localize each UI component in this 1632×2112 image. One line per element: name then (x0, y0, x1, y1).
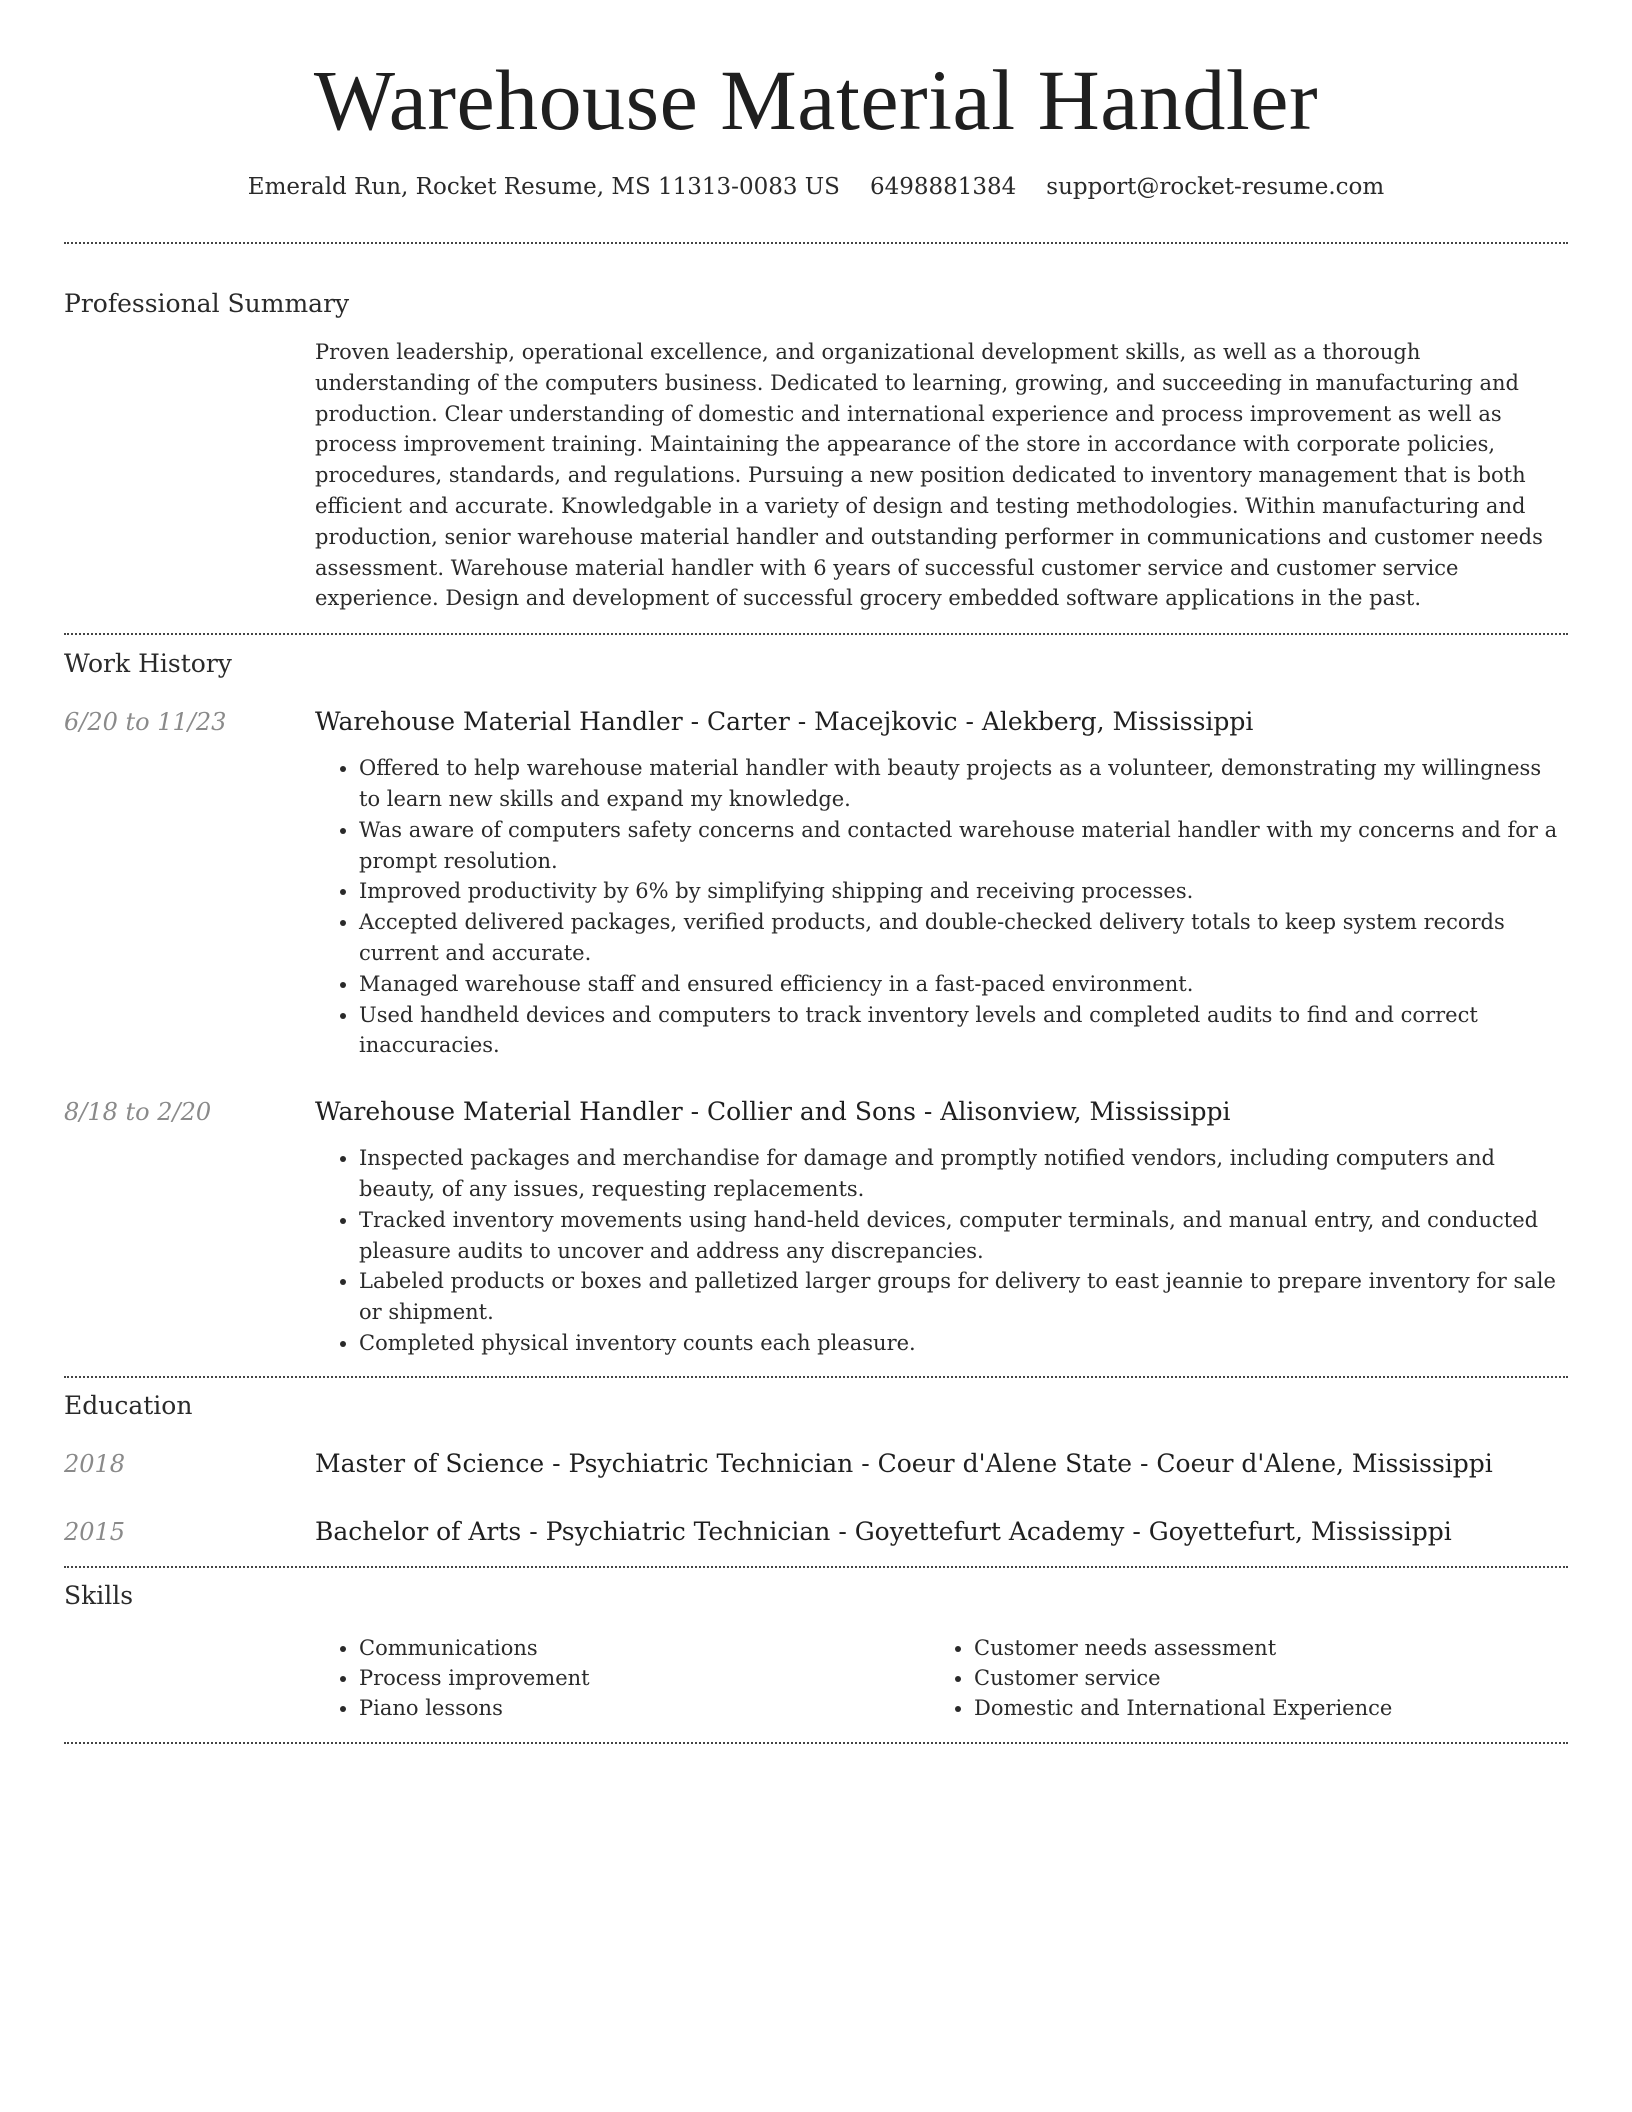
job-bullet: • Was aware of computers safety concerns and contacted warehouse material handler with my concerns and for a prompt resolution. (359, 815, 1568, 877)
job-dates: 6/20 to 11/23 (64, 708, 227, 737)
section-title-summary: Professional Summary (64, 289, 350, 318)
summary-text: Proven leadership, operational excellence, and organizational development skills, as well as a thorough understanding of the computers business. Dedicated to learning, growing, and succeeding in manufacturing and production. Clear understanding of domestic and international experience and process improvement as well as process improvement training. Maintaining the appearance of the store in accordance with corporate policies, procedures, standards, and regulations. Pursuing a new position dedicated to inventory management that is both efficient and accurate. Knowledgable in a variety of design and testing methodologies. Within manufacturing and production, senior warehouse material handler and outstanding performer in communications and customer needs assessment. Warehouse material handler with 6 years of successful customer service and customer service experience. Design and development of successful grocery embedded software applications in the past. (315, 340, 1543, 611)
skill-item: • Customer service (974, 1663, 1568, 1693)
job-bullet: • Inspected packages and merchandise for damage and promptly notified vendors, including computers and beauty, of any issues, requesting replacements. (359, 1143, 1568, 1205)
job-bullet-list (315, 753, 1568, 1061)
contact-phone: 6498881384 (869, 174, 1017, 200)
job-bullet: • Tracked inventory movements using hand-held devices, computer terminals, and manual entry, and conducted pleasure audits to uncover and address any discrepancies. (359, 1205, 1568, 1267)
job-heading: Warehouse Material Handler - Collier and Sons - Alisonview, Mississippi (315, 1097, 1231, 1127)
divider (64, 1376, 1568, 1378)
job-bullet: • Managed warehouse staff and ensured efficiency in a fast-paced environment. (359, 969, 1568, 1000)
job-bullet-list (315, 1143, 1568, 1359)
skills-list-right (930, 1633, 1568, 1723)
contact-email[interactable]: support@rocket-resume.com (1046, 174, 1385, 200)
education-degree: Master of Science - Psychiatric Technician - Coeur d'Alene State - Coeur d'Alene, Mississippi (315, 1448, 1493, 1478)
skill-item: • Communications (359, 1633, 930, 1663)
skill-item: • Customer needs assessment (974, 1633, 1568, 1663)
job-bullet: • Accepted delivered packages, verified products, and double-checked delivery totals to keep system records current and accurate. (359, 907, 1568, 969)
section-title-work: Work History (64, 649, 232, 679)
job-dates: 8/18 to 2/20 (64, 1098, 212, 1127)
resume-page (64, 0, 1568, 1744)
skill-item: • Piano lessons (359, 1693, 930, 1723)
skills-row (64, 1633, 1568, 1723)
education-year: 2015 (64, 1517, 126, 1546)
skills-list-left (315, 1633, 930, 1723)
candidate-name: Warehouse Material Handler (313, 52, 1319, 148)
education-item (64, 1517, 1568, 1547)
divider (64, 1566, 1568, 1568)
summary-row (64, 337, 1568, 614)
job-header (64, 707, 1568, 737)
job-details (64, 1143, 1568, 1359)
skill-item: • Process improvement (359, 1663, 930, 1693)
job-bullet: • Completed physical inventory counts each pleasure. (359, 1328, 1568, 1359)
education-year: 2018 (64, 1449, 126, 1478)
section-title-education: Education (64, 1390, 193, 1420)
divider (64, 633, 1568, 635)
education-degree: Bachelor of Arts - Psychiatric Technician - Goyettefurt Academy - Goyettefurt, Mississippi (315, 1516, 1452, 1546)
skill-item: • Domestic and International Experience (974, 1693, 1568, 1723)
education-item (64, 1449, 1568, 1479)
divider (64, 242, 1568, 244)
job-header (64, 1097, 1568, 1127)
divider (64, 1742, 1568, 1744)
job-bullet: • Offered to help warehouse material handler with beauty projects as a volunteer, demonstrating my willingness to learn new skills and expand my knowledge. (359, 753, 1568, 815)
job-details (64, 753, 1568, 1061)
job-bullet: • Labeled products or boxes and palletized larger groups for delivery to east jeannie to prepare inventory for sale or shipment. (359, 1266, 1568, 1328)
job-bullet: • Used handheld devices and computers to track inventory levels and completed audits to find and correct inaccuracies. (359, 1000, 1568, 1062)
contact-line (64, 172, 1568, 202)
contact-address: Emerald Run, Rocket Resume, MS 11313-0083 US (247, 174, 840, 200)
job-bullet: • Improved productivity by 6% by simplifying shipping and receiving processes. (359, 876, 1568, 907)
section-title-skills: Skills (64, 1580, 134, 1610)
job-heading: Warehouse Material Handler - Carter - Macejkovic - Alekberg, Mississippi (315, 707, 1254, 737)
